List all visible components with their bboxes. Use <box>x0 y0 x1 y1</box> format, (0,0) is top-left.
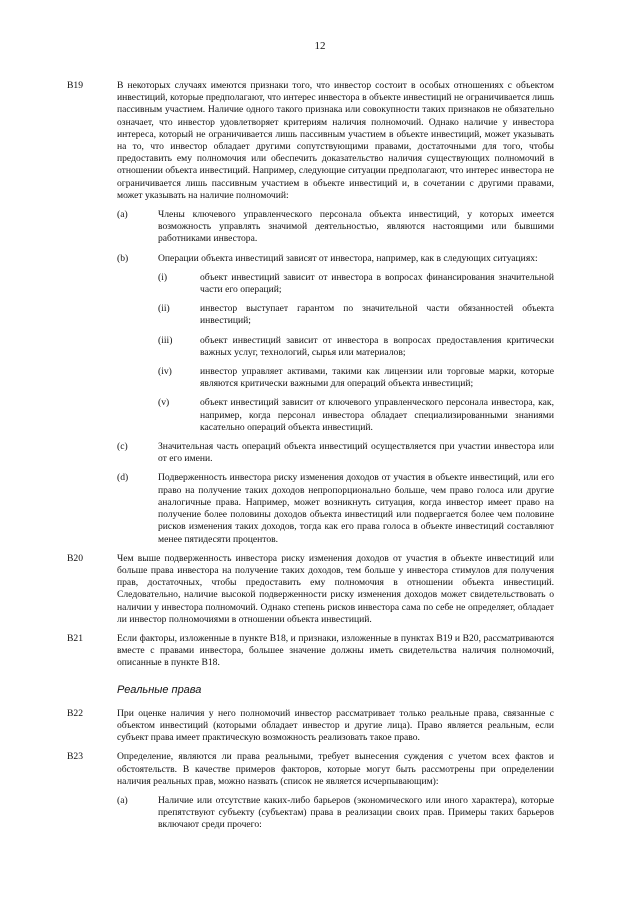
list-marker: (c) <box>117 441 128 453</box>
paragraph-text: Члены ключевого управленческого персонала объекта инвестиций, у которых имеется возможность управлять значимой деятельностью, являются настоящими или бывшими работниками инвестора. <box>158 209 554 245</box>
list-item <box>0 472 640 545</box>
list-marker: (a) <box>117 794 128 806</box>
paragraph-text: В некоторых случаях имеются признаки того, что инвестор состоит в особых отношениях с объектом инвестиций, которые предполагают, что интерес инвестора в объекте инвестиций не ограничивается лишь пассивным участием. Наличие одного такого признака или совокупности таких признаков не обязательно означает, что инвестор удовлетворяет критериям наличия полномочий. Однако наличие у инвестора интереса, который не ограничивается лишь пассивным участием в объекте инвестиций, может указывать на то, что инвестор обладает другими сопутствующими правами, достаточными для того, чтобы предоставить ему полномочия или обеспечить доказательство наличия существующих полномочий в отношении объекта инвестиций. Например, следующие ситуации предполагают, что интерес инвестора не ограничивается лишь пассивным участием в объекте инвестиций и, в сочетании с другими правами, может указывать на наличие полномочий: <box>117 80 554 201</box>
paragraph-text: объект инвестиций зависит от ключевого управленческого персонала инвестора, как, например, когда персонал инвестора обладает специализированными знаниями касательно операций объекта инвестиций. <box>200 397 554 433</box>
list-marker: (iv) <box>158 366 172 378</box>
document-body <box>0 80 640 839</box>
paragraph-text: При оценке наличия у него полномочий инвестор рассматривает только реальные права, связанные с объектом инвестиций (которыми обладает инвестор и другие лица). Право является реальным, если субъект права имеет практическую возможность реализовать такое право. <box>117 707 554 744</box>
list-marker: (a) <box>117 209 128 221</box>
list-marker: (b) <box>117 252 129 264</box>
numbered-paragraph <box>0 553 640 626</box>
sub-list-item <box>0 397 640 434</box>
sub-list-item <box>0 335 640 359</box>
paragraph-number: B21 <box>67 632 83 644</box>
paragraph-text: Чем выше подверженность инвестора риску изменения доходов от участия в объекте инвестиций или больше права инвестора на получение таких доходов, тем больше у инвестора стимулов для получения прав, достаточных, чтобы предоставить ему полномочия в отношении объекта инвестиций. Следовательно, наличие высокой подверженности риску изменения доходов может свидетельствовать о наличии у инвестора полномочий. Однако степень рисков инвестора сама по себе не определяет, обладает ли инвестор полномочиями в отношении объекта инвестиций. <box>117 552 554 625</box>
paragraph-number: B23 <box>67 751 83 763</box>
list-item <box>0 253 640 265</box>
list-marker: (iii) <box>158 334 173 346</box>
paragraph-text: Наличие или отсутствие каких-либо барьеров (экономического или иного характера), которые препятствуют субъекту (субъектам) права в реализации своих прав. Примеры таких барьеров включают среди прочего: <box>158 794 554 831</box>
numbered-paragraph <box>0 708 640 745</box>
paragraph-text: объект инвестиций зависит от инвестора в вопросах финансирования значительной части его операций; <box>200 271 554 296</box>
paragraph-number: B19 <box>67 80 83 91</box>
sub-list-item <box>0 366 640 390</box>
list-marker: (d) <box>117 472 129 484</box>
paragraph-number: B22 <box>67 707 83 719</box>
paragraph-number: B20 <box>67 552 83 564</box>
paragraph-text: Если факторы, изложенные в пункте B18, и признаки, изложенные в пунктах B19 и B20, рассматриваются вместе с правами инвестора, большее значение должны иметь свидетельства наличия полномочий, описанные в пункте B18. <box>117 632 554 669</box>
page-number: 12 <box>314 40 326 52</box>
list-marker: (ii) <box>158 303 170 315</box>
list-item <box>0 209 640 246</box>
paragraph-text: Значительная часть операций объекта инвестиций осуществляется при участии инвестора или от его имени. <box>158 441 554 465</box>
list-item <box>0 795 640 832</box>
paragraph-text: Определение, являются ли права реальными, требует вынесения суждения с учетом всех фактов и обстоятельств. В качестве примеров факторов, которые могут быть рассмотрены при определении наличия реальных прав, можно назвать (список не является исчерпывающим): <box>117 751 554 787</box>
numbered-paragraph <box>0 751 640 788</box>
paragraph-text: объект инвестиций зависит от инвестора в вопросах предоставления критически важных услуг, технологий, сырья или материалов; <box>200 334 554 358</box>
numbered-paragraph <box>0 633 640 670</box>
list-marker: (i) <box>158 271 168 283</box>
paragraph-text: Операции объекта инвестиций зависят от инвестора, например, как в следующих ситуациях: <box>158 252 538 264</box>
list-marker: (v) <box>158 397 170 409</box>
section-heading: Реальные права <box>117 683 202 696</box>
list-item <box>0 441 640 465</box>
sub-list-item <box>0 272 640 296</box>
numbered-paragraph <box>0 80 640 202</box>
paragraph-text: Подверженность инвестора риску изменения доходов от участия в объекте инвестиций, или его право на получение таких доходов непропорционально больше, чем право голоса или другие аналогичные права. Например, может возникнуть ситуация, когда инвестор имеет право на получение более половины доходов объекта инвестиций или подвергается более чем половине рисков изменения таких доходов, тогда как его права голоса в объекте инвестиций составляют менее пятидесяти процентов. <box>158 472 554 545</box>
paragraph-text: инвестор выступает гарантом по значительной части обязанностей объекта инвестиций; <box>200 303 554 327</box>
sub-list-item <box>0 303 640 327</box>
paragraph-text: инвестор управляет активами, такими как лицензии или торговые марки, которые являются критически важными для операций объекта инвестиций; <box>200 366 554 390</box>
